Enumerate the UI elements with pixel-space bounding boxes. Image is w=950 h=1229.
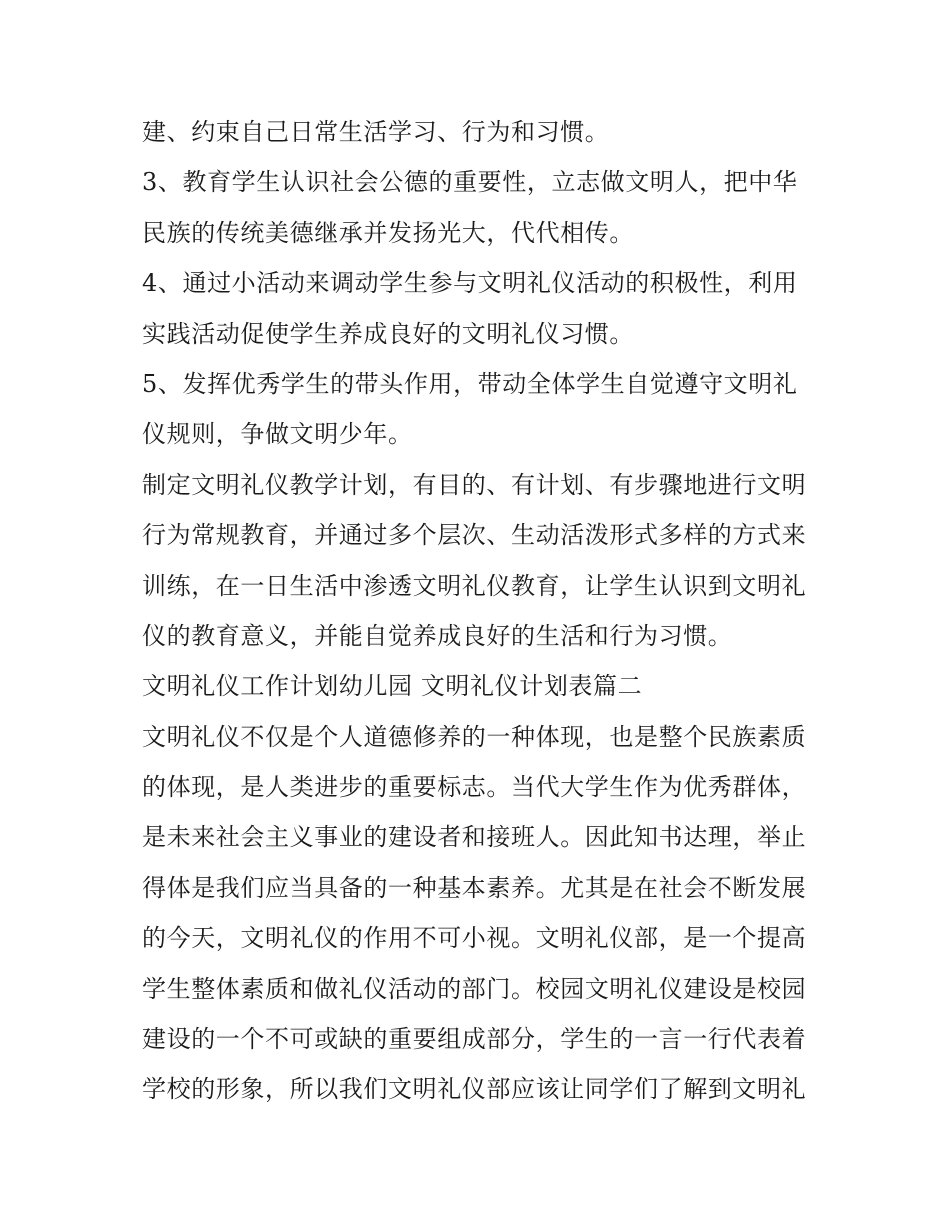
text-line: 3、教育学生认识社会公德的重要性，立志做文明人，把中华 — [142, 168, 798, 197]
section-heading: 文明礼仪工作计划幼儿园 文明礼仪计划表篇二 — [142, 672, 643, 701]
text-line: 4、通过小活动来调动学生参与文明礼仪活动的积极性，利用 — [142, 269, 798, 298]
text-line: 的体现，是人类进步的重要标志。当代大学生作为优秀群体， — [142, 773, 807, 802]
document-body — [142, 107, 822, 1115]
text-line: 民族的传统美德继承并发扬光大，代代相传。 — [142, 218, 634, 247]
text-line: 行为常规教育，并通过多个层次、生动活泼形式多样的方式来 — [142, 521, 807, 550]
text-line: 实践活动促使学生养成良好的文明礼仪习惯。 — [142, 319, 634, 348]
text-line: 制定文明礼仪教学计划，有目的、有计划、有步骤地进行文明 — [142, 470, 807, 499]
text-line: 仪规则，争做文明少年。 — [142, 420, 413, 449]
text-line: 建设的一个不可或缺的重要组成部分，学生的一言一行代表着 — [142, 1025, 807, 1054]
text-line: 5、发挥优秀学生的带头作用，带动全体学生自觉遵守文明礼 — [142, 369, 798, 398]
text-line: 仪的教育意义，并能自觉养成良好的生活和行为习惯。 — [142, 621, 733, 650]
text-line: 学生整体素质和做礼仪活动的部门。校园文明礼仪建设是校园 — [142, 974, 807, 1003]
text-line: 是未来社会主义事业的建设者和接班人。因此知书达理，举止 — [142, 823, 807, 852]
text-line: 训练，在一日生活中渗透文明礼仪教育，让学生认识到文明礼 — [142, 571, 807, 600]
text-line: 学校的形象，所以我们文明礼仪部应该让同学们了解到文明礼 — [142, 1075, 807, 1104]
text-line: 文明礼仪不仅是个人道德修养的一种体现，也是整个民族素质 — [142, 722, 807, 751]
text-line: 得体是我们应当具备的一种基本素养。尤其是在社会不断发展 — [142, 873, 807, 902]
text-line: 建、约束自己日常生活学习、行为和习惯。 — [142, 118, 610, 146]
text-line: 的今天，文明礼仪的作用不可小视。文明礼仪部，是一个提高 — [142, 924, 807, 953]
